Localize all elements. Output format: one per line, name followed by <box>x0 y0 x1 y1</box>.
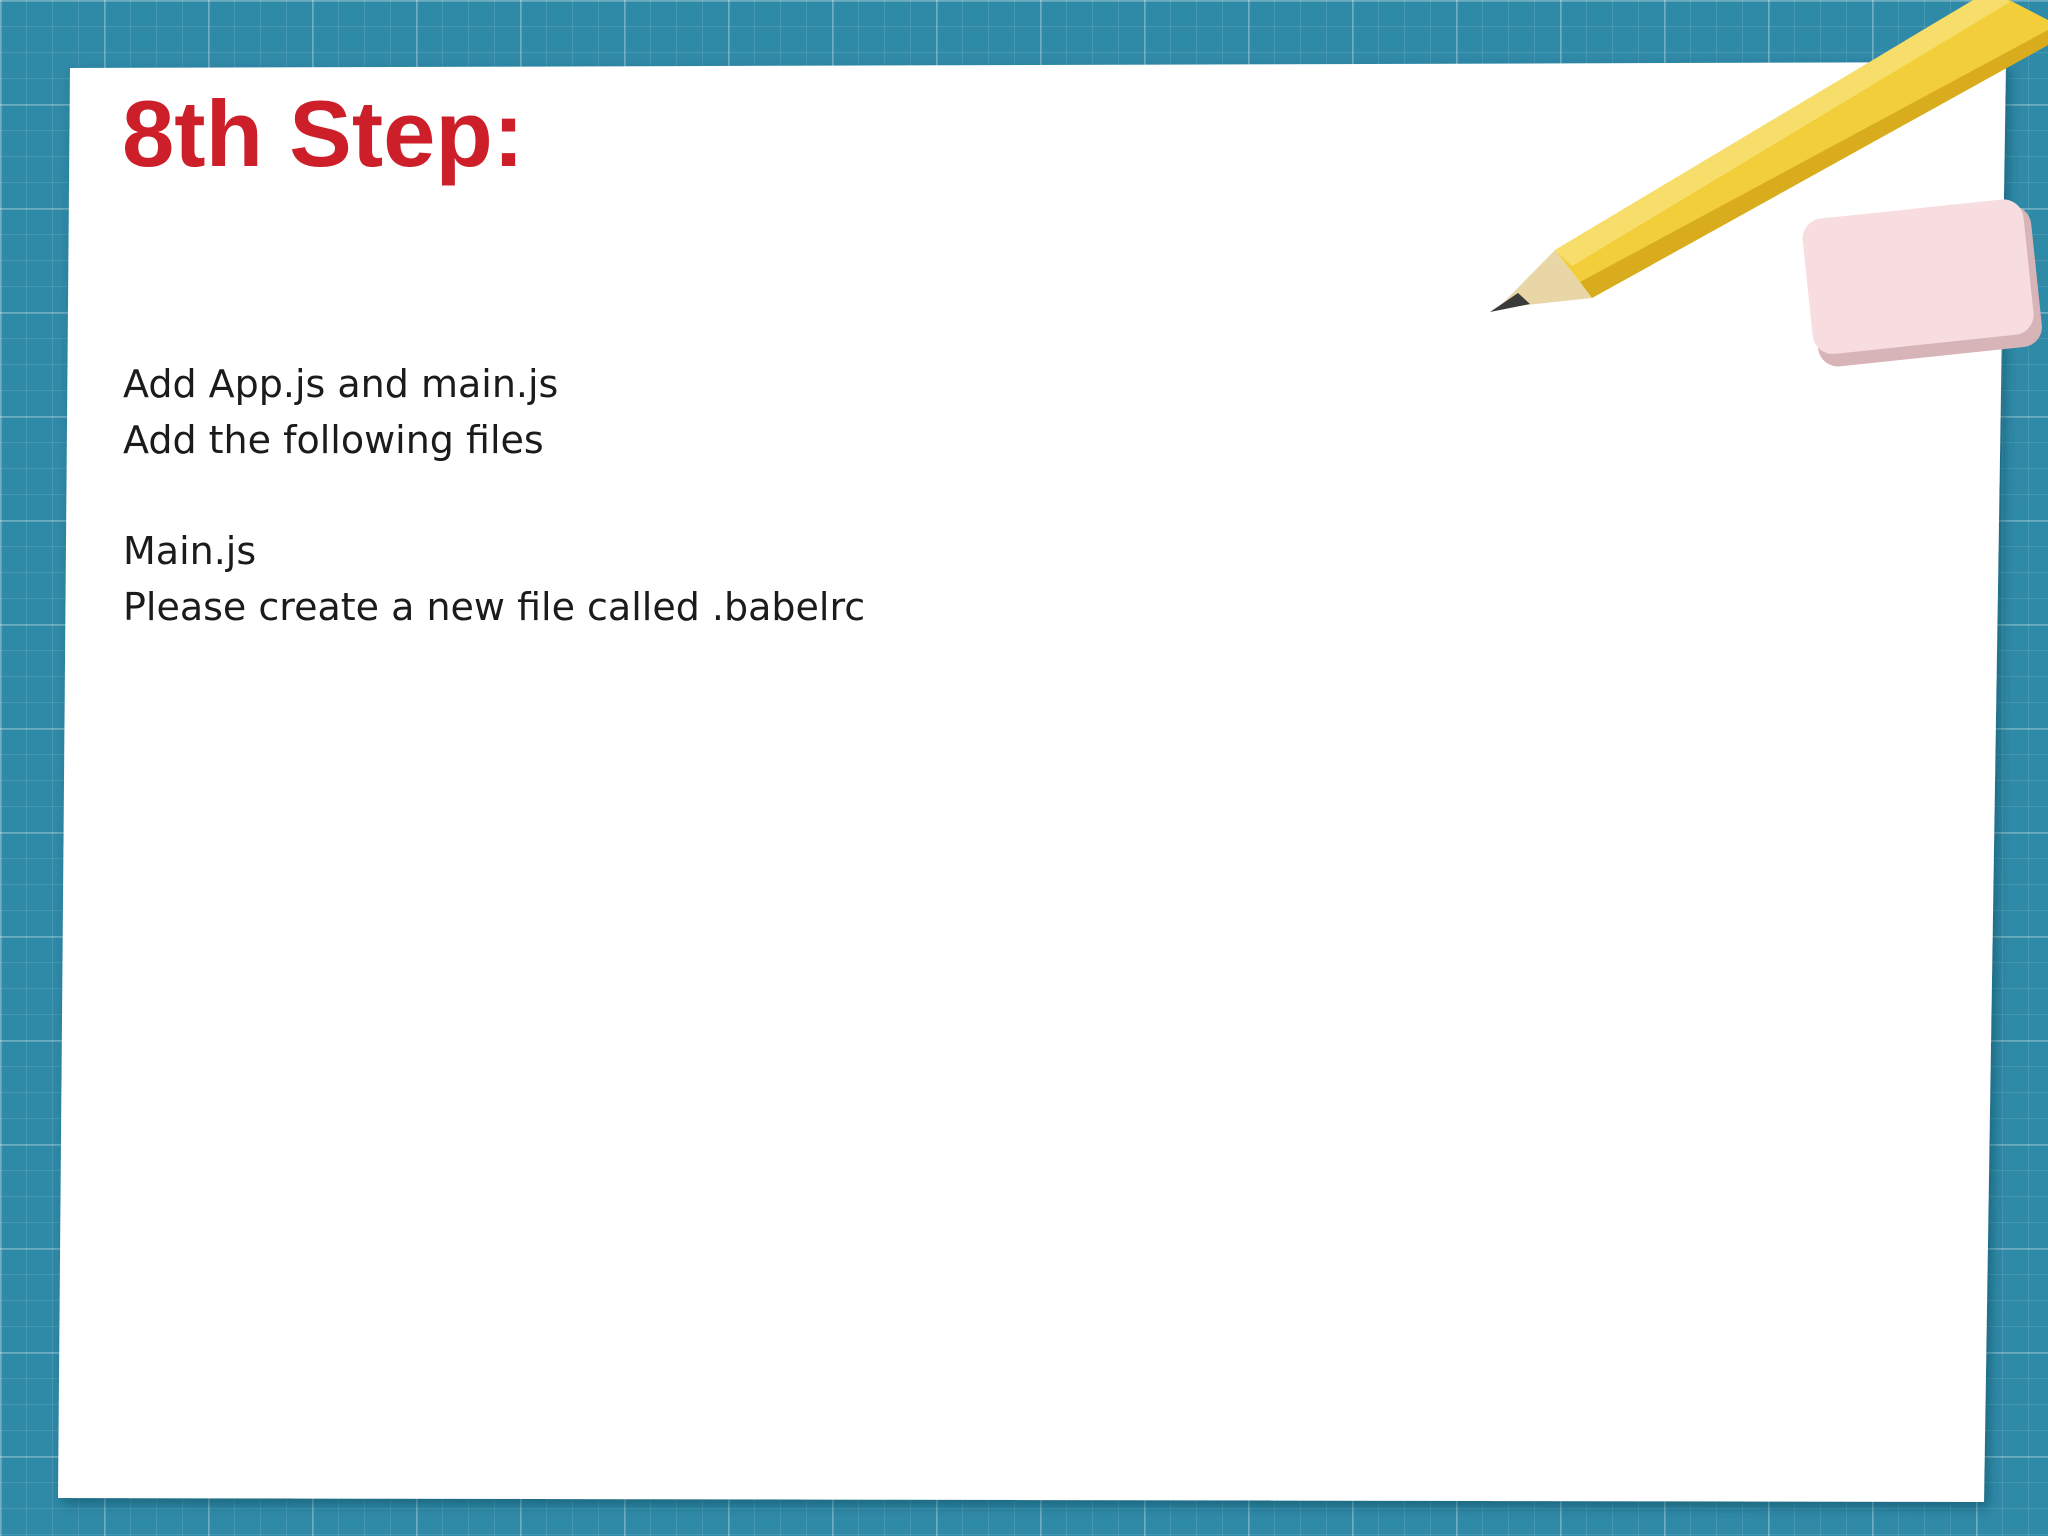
body-line-babelrc: Please create a new file called .babelrc <box>123 585 866 629</box>
body-line-main-js: Main.js <box>123 529 257 573</box>
slide-body <box>123 356 865 635</box>
slide-title: 8th Step: <box>122 81 525 186</box>
body-line-add-app-main: Add App.js and main.js <box>123 362 559 406</box>
body-line-add-files: Add the following files <box>123 418 544 462</box>
body-spacer <box>123 468 865 523</box>
